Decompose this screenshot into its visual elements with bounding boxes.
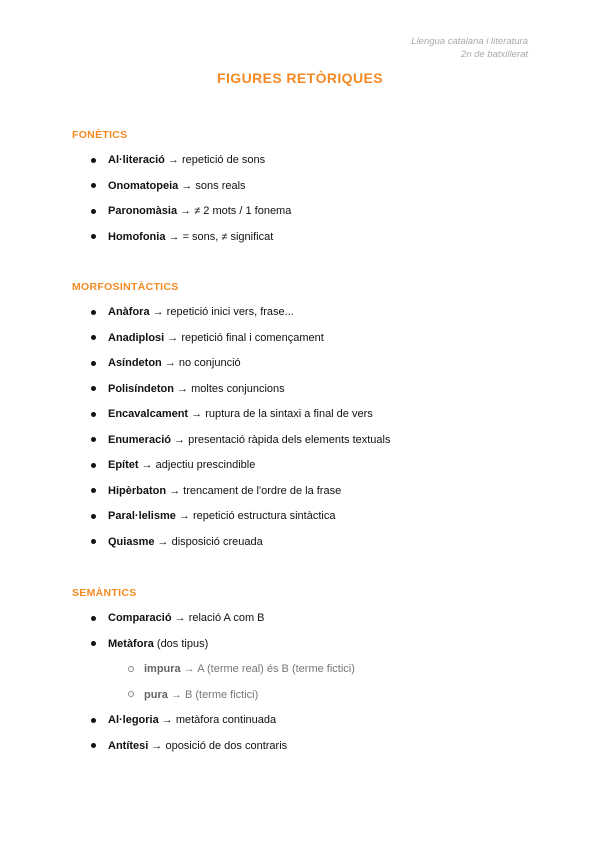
list-item	[72, 457, 540, 483]
section-title: FONÈTICS	[72, 129, 128, 141]
term: pura	[144, 688, 168, 701]
sub-list-item	[72, 661, 540, 687]
list-item	[72, 406, 540, 432]
term: Paronomàsia	[108, 205, 178, 217]
definition: → ruptura de la sintaxi a final de vers	[188, 408, 373, 420]
term: Anàfora	[108, 306, 150, 318]
definition: → adjectiu prescindible	[138, 459, 256, 471]
term: Al·literació	[108, 154, 165, 166]
list-item	[72, 203, 540, 229]
section-morfosintactics	[72, 279, 540, 559]
term: Al·legoria	[108, 714, 159, 726]
term: Epítet	[108, 459, 139, 471]
definition: → oposició de dos contraris	[148, 739, 288, 752]
section-semantics	[72, 585, 540, 763]
list-item	[72, 636, 540, 662]
term: Homofonia	[108, 230, 166, 243]
list-item	[72, 330, 540, 356]
list-item	[72, 610, 540, 636]
metafora-sublist	[72, 661, 540, 712]
list-item	[72, 178, 540, 204]
definition: → relació A com B	[171, 612, 265, 624]
list-item	[72, 508, 540, 534]
list-item	[72, 432, 540, 458]
term: impura	[144, 663, 181, 675]
definition: → ≠ 2 mots / 1 fonema	[177, 205, 292, 217]
term: Metàfora	[108, 637, 154, 650]
term: Enumeració	[108, 433, 171, 446]
definition: → A (terme real) és B (terme fictici)	[180, 663, 355, 675]
morfosintactics-list	[72, 304, 540, 559]
section-title: SEMÀNTICS	[72, 587, 137, 599]
term: Asíndeton	[108, 357, 162, 369]
page-title: FIGURES RETÒRIQUES	[217, 70, 383, 86]
list-item	[72, 381, 540, 407]
term: Anadiplosi	[108, 331, 165, 344]
definition: → B (terme fictici)	[167, 688, 259, 701]
definition: → repetició de sons	[164, 154, 266, 166]
header-subject: Llengua catalana i literatura	[411, 36, 528, 47]
list-item	[72, 738, 540, 764]
sub-list-item	[72, 687, 540, 713]
list-item	[72, 229, 540, 255]
term: Comparació	[108, 612, 172, 624]
term: Encavalcament	[108, 408, 189, 420]
page-header	[411, 35, 528, 61]
definition: → sons reals	[178, 179, 246, 192]
list-item	[72, 355, 540, 381]
definition: → no conjunció	[161, 357, 241, 369]
semantics-list-continued	[72, 712, 540, 763]
definition: → repetició final i començament	[164, 331, 324, 344]
term: Onomatopeia	[108, 179, 179, 192]
definition: → trencament de l'ordre de la frase	[166, 484, 342, 497]
list-item	[72, 152, 540, 178]
header-course: 2n de batxillerat	[460, 49, 528, 60]
definition: → disposició creuada	[154, 535, 263, 548]
semantics-list	[72, 610, 540, 661]
term: Paral·lelisme	[108, 510, 176, 522]
term: Antítesi	[108, 739, 149, 752]
list-item	[72, 483, 540, 509]
definition: → metàfora continuada	[158, 714, 277, 726]
definition: → presentació ràpida dels elements textuals	[170, 433, 391, 446]
definition: → moltes conjuncions	[174, 382, 285, 395]
term: Hipèrbaton	[108, 484, 167, 497]
list-item	[72, 304, 540, 330]
list-item	[72, 712, 540, 738]
section-fonetics	[72, 127, 540, 254]
definition: (dos tipus)	[153, 637, 209, 650]
definition: → repetició inici vers, frase...	[149, 306, 294, 318]
list-item	[72, 534, 540, 560]
definition: → repetició estructura sintàctica	[175, 510, 336, 522]
definition: → = sons, ≠ significat	[165, 230, 274, 243]
term: Quiasme	[108, 535, 155, 548]
fonetics-list	[72, 152, 540, 254]
term: Polisíndeton	[108, 382, 174, 395]
section-title: MORFOSINTÀCTICS	[72, 281, 179, 293]
